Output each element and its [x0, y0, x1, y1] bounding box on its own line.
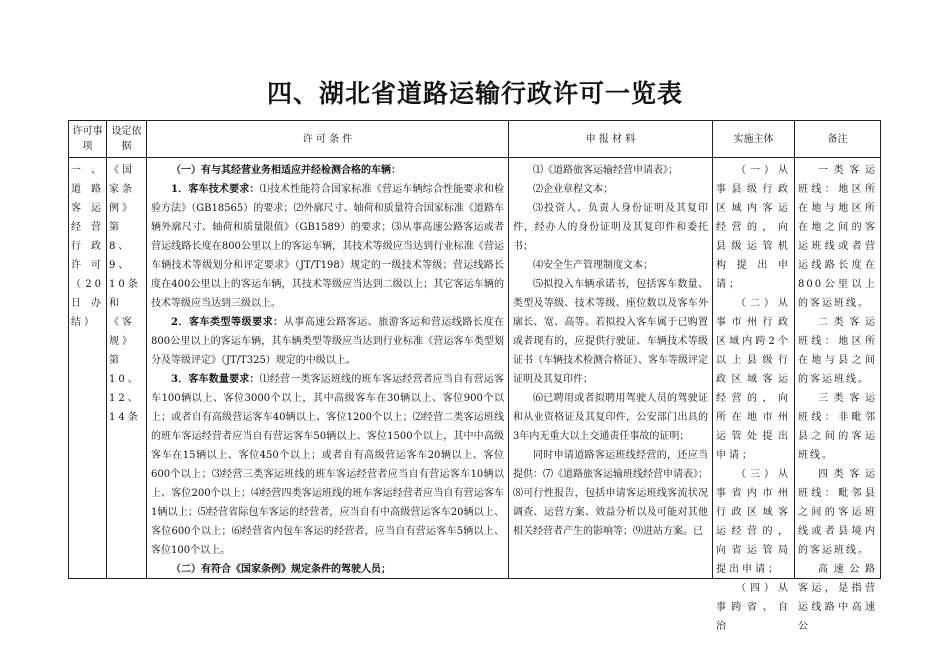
material-item: ⑹已聘用或者拟聘用驾驶人员的驾驶证和从业资格证及其复印件，公安部门出具的3年内无重大以上交通责任事故的证明； [513, 393, 708, 442]
note-item: 二类客运班线：地区所在地与县之间的客运班线。 [798, 317, 877, 385]
header-basis: 设定依据 [107, 121, 147, 158]
material-item: ⑴《道路旅客运输经营申请表》； [533, 165, 678, 176]
condition-text: 从事高速公路客运、旅游客运和营运线路长度在800公里以上的客运车辆，其车辆类型等级应当达到行业标准《营运客车类型划分及等级评定》（JT/T325）规定的中级以上。 [151, 317, 504, 366]
note-item: 一类客运班线：地区所在地与地区所在地之间的客运班线或者营运线路长度在800公里以上的客运班线。 [798, 165, 877, 309]
cell-item [69, 158, 107, 579]
basis-text: 《国家条例》第8、9、10条和《客规》第10、12、14条 [109, 165, 141, 423]
note-item: 四类客运班线：毗邻县之间的客运班线或者县境内的客运班线。 [798, 469, 877, 556]
condition-text: ⑴经营一类客运班线的班车客运经营者应当自有营运客车100辆以上、客位3000个以上，其中高级客车在30辆以上、客位900个以上；或者自有高级营运客车40辆以上、客位1200个以上；⑵经营二类客运班线的班车客运经营者应当自有营运客车50辆以上、客位1500个以上，其中中高级客车在15辆以上、客位450个以上；或者自有高级营运客车20辆以上、客位600个以上；⑶经营三类客运班线的班车客运经营者应当自有营运客车10辆以上、客位200个以上；⑷经营四类客运班线的班车客运经营者应当自有营运客车1辆以上；⑸经营省际包车客运的经营者，应当自有中高级营运客车20辆以上、客位600个以上；⑹经营省内包车客运的经营者，应当自有营运客车5辆以上、客位100个以上。 [151, 374, 504, 556]
cell-conditions [147, 158, 509, 579]
body-item: （二）从事市州行政区域内跨2个以上县级行政区域客运经营的，向所在地市州运管处提出申请； [716, 298, 791, 461]
condition-heading-drivers: （二）有符合《国家条例》规定条件的驾驶人员； [171, 564, 391, 575]
header-materials: 申 报 材 料 [509, 121, 713, 158]
condition-paragraph [151, 313, 504, 370]
material-item: ⑵企业章程文本； [533, 184, 613, 195]
condition-label: 2．客车类型等级要求： [171, 317, 284, 328]
body-text [713, 158, 794, 632]
material-item: ⑶投资人、负责人身份证明及其复印件，经办人的身份证明及其复印件和委托书； [513, 203, 708, 252]
body-item: （四）从事跨省、自治 [716, 583, 791, 632]
body-item: （一）从事县级行政区域内客运经营的，向县级运管机构提出申请； [716, 165, 791, 290]
note-item: 高速公路客运，是指营运线路中高速公 [798, 564, 877, 632]
header-note: 备注 [795, 121, 881, 158]
cell-basis [107, 158, 147, 579]
condition-heading-vehicles: （一）有与其经营业务相适应并经检测合格的车辆： [171, 165, 401, 176]
cell-materials [509, 158, 713, 579]
cell-note [795, 158, 881, 632]
header-item: 许可事项 [69, 121, 107, 158]
note-text [795, 158, 880, 632]
header-conditions: 许 可 条 件 [147, 121, 509, 158]
cell-body [713, 158, 795, 632]
condition-label: 1．客车技术要求： [171, 184, 260, 195]
page-title: 四、湖北省道路运输行政许可一览表 [266, 79, 683, 108]
condition-paragraph [151, 180, 504, 313]
materials-text [509, 158, 712, 578]
material-item: ⑷安全生产管理制度文本； [533, 260, 653, 271]
item-text: 一、道路客运经营行政许可（20日办结） [71, 165, 104, 328]
note-item: 三类客运班线：非毗邻县之间的客运班线。 [798, 393, 877, 461]
body-item: （三）从事省内市州行政区域客运经营的，向省运管局提出申请； [716, 469, 791, 575]
material-item: 同时申请道路客运班线经营的，还应当提供：⑺《道路旅客运输班线经营申请表》；⑻可行性报告，包括申请客运班线客流状况调查、运营方案、效益分析以及可能对其他相关经营者产生的影响等；⑼进站方案。已 [513, 450, 708, 537]
condition-text: ⑴技术性能符合国家标准《营运车辆综合性能要求和检验方法》（GB18565）的要求；⑵外廓尺寸、轴荷和质量符合国家标准《道路车辆外廓尺寸、轴荷和质量限值》（GB1589）的要求；⑶从事高速公路客运或者营运线路长度在800公里以上的客运车辆，其技术等级应当达到行业标准《营运车辆技术等级划分和评定要求》（JT/T198）规定的一级技术等级；营运线路长度在400公里以上的客运车辆，其技术等级应当达到二级以上；其它客运车辆的技术等级应当达到三级以上。 [151, 184, 504, 309]
condition-label: 3．客车数量要求： [171, 374, 260, 385]
table-header-row [69, 121, 881, 158]
condition-paragraph [151, 370, 504, 560]
table-row [69, 158, 881, 579]
permit-table [68, 120, 881, 632]
material-item: ⑸拟投入车辆承诺书，包括客车数量、类型及等级、技术等级、座位数以及客车外廓长、宽、高等。若拟投入客车属于已购置或者现有的，应提供行驶证、车辆技术等级证书（车辆技术检测合格证）、客车等级评定证明及其复印件； [513, 279, 708, 385]
conditions-text [147, 158, 508, 578]
header-body: 实施主体 [713, 121, 795, 158]
